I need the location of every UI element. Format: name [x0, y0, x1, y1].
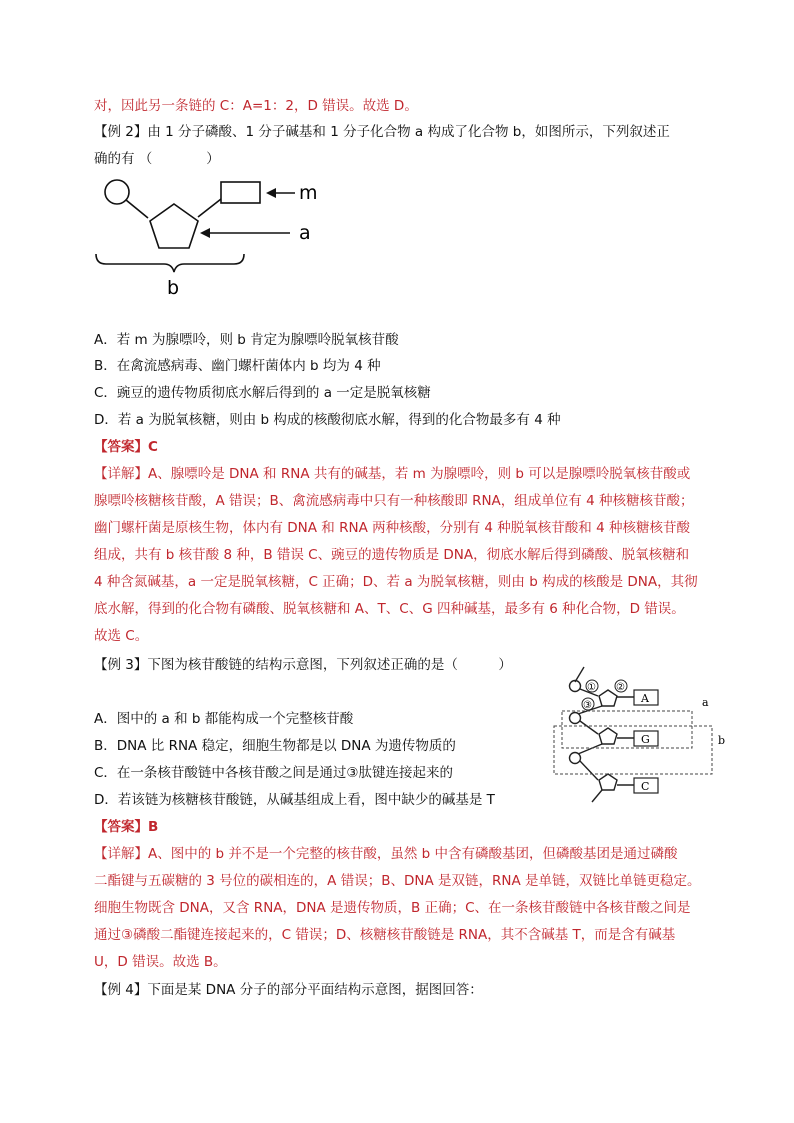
example2-explanation-line: 组成，共有 b 核苷酸 8 种，B 错误 C、豌豆的遗传物质是 DNA，彻底水解后得到磷酸、脱氧核糖和 — [94, 547, 690, 563]
example2-explanation-line: 幽门螺杆菌是原核生物，体内有 DNA 和 RNA 两种核酸，分别有 4 种脱氧核苷酸和 4 种核糖核苷酸 — [94, 520, 690, 536]
example2-explanation-line: 腺嘌呤核糖核苷酸，A 错误；B、禽流感病毒中只有一种核酸即 RNA，组成单位有 4 种核糖核苷酸； — [94, 493, 694, 509]
example2-explanation-line: 4 种含氮碱基，a 一定是脱氧核糖，C 正确；D、若 a 为脱氧核糖，则由 b 构成的核酸是 DNA，其彻 — [94, 574, 698, 590]
example2-stem-line1: 【例 2】由 1 分子磷酸、1 分子碱基和 1 分子化合物 a 构成了化合物 b，如图所示，下列叙述正 — [94, 124, 670, 140]
example2-explanation-line: 【详解】A、腺嘌呤是 DNA 和 RNA 共有的碱基，若 m 为腺嘌呤，则 b 可以是腺嘌呤脱氧核苷酸或 — [94, 466, 691, 482]
intro-line: 对，因此另一条链的 C：A=1：2，D 错误。故选 D。 — [94, 98, 418, 114]
example2-option-b: B．在禽流感病毒、幽门螺杆菌体内 b 均为 4 种 — [94, 358, 381, 374]
phosphate-circle — [105, 180, 129, 204]
brace-b — [96, 254, 244, 272]
example3-explanation-line: 通过③磷酸二酯键连接起来的，C 错误；D、核糖核苷酸链是 RNA，其不含碱基 T，而是含有碱基 — [94, 927, 676, 943]
example3-explanation-line: 细胞生物既含 DNA，又含 RNA，DNA 是遗传物质，B 正确；C、在一条核苷酸链中各核苷酸之间是 — [94, 900, 691, 916]
pentose-pentagon — [150, 204, 198, 248]
region-b-label: b — [718, 734, 726, 747]
label-num3: ③ — [583, 700, 592, 711]
base-a-label: A — [641, 692, 649, 705]
phosphate-circle — [570, 681, 581, 692]
nucleotide-figure — [94, 172, 334, 300]
label-m: m — [299, 182, 318, 204]
example4-stem: 【例 4】下面是某 DNA 分子的部分平面结构示意图，据图回答： — [94, 982, 483, 998]
example2-option-d: D．若 a 为脱氧核糖，则由 b 构成的核酸彻底水解，得到的化合物最多有 4 种 — [94, 412, 561, 428]
base-c-label: C — [641, 780, 650, 793]
label-num1: ① — [587, 682, 596, 693]
example3-stem: 【例 3】下图为核苷酸链的结构示意图，下列叙述正确的是（ ） — [94, 657, 512, 673]
phosphate-circle — [570, 713, 581, 724]
region-a-box — [562, 711, 692, 748]
example3-explanation-line: 【详解】A、图中的 b 并不是一个完整的核苷酸，虽然 b 中含有磷酸基团，但磷酸基团是通过磷酸 — [94, 846, 678, 862]
phosphate-circle — [570, 753, 581, 764]
example3-option-b: B．DNA 比 RNA 稳定，细胞生物都是以 DNA 为遗传物质的 — [94, 738, 456, 754]
pentose-pentagon — [599, 774, 617, 790]
example3-option-d: D．若该链为核糖核苷酸链，从碱基组成上看，图中缺少的碱基是 T — [94, 792, 495, 808]
pentose-pentagon — [599, 690, 617, 706]
example3-explanation-line: U，D 错误。故选 B。 — [94, 954, 227, 970]
example3-option-c: C．在一条核苷酸链中各核苷酸之间是通过③肽键连接起来的 — [94, 765, 454, 781]
example2-stem-line2: 确的有 （ ） — [94, 151, 220, 167]
region-a-label: a — [702, 696, 709, 709]
example2-explanation-line: 故选 C。 — [94, 628, 149, 644]
base-box — [221, 182, 260, 203]
base-g-label: G — [641, 733, 650, 746]
example3-explanation-line: 二酯键与五碳糖的 3 号位的碳相连的，A 错误；B、DNA 是双链，RNA 是单链，双链比单链更稳定。 — [94, 873, 701, 889]
pentose-pentagon — [599, 728, 617, 744]
label-a: a — [299, 222, 311, 244]
example2-option-a: A．若 m 为腺嘌呤，则 b 肯定为腺嘌呤脱氧核苷酸 — [94, 332, 399, 348]
label-num2: ② — [616, 682, 625, 693]
example2-option-c: C．豌豆的遗传物质彻底水解后得到的 a 一定是脱氧核糖 — [94, 385, 431, 401]
example3-answer: 【答案】B — [94, 819, 159, 835]
nucleotide-chain-figure — [550, 664, 730, 808]
example2-answer: 【答案】C — [94, 439, 158, 455]
example2-explanation-line: 底水解，得到的化合物有磷酸、脱氧核糖和 A、T、C、G 四种碱基，最多有 6 种化合物，D 错误。 — [94, 601, 685, 617]
region-b-box — [554, 726, 712, 774]
label-b: b — [167, 277, 180, 299]
example3-option-a: A．图中的 a 和 b 都能构成一个完整核苷酸 — [94, 711, 354, 727]
